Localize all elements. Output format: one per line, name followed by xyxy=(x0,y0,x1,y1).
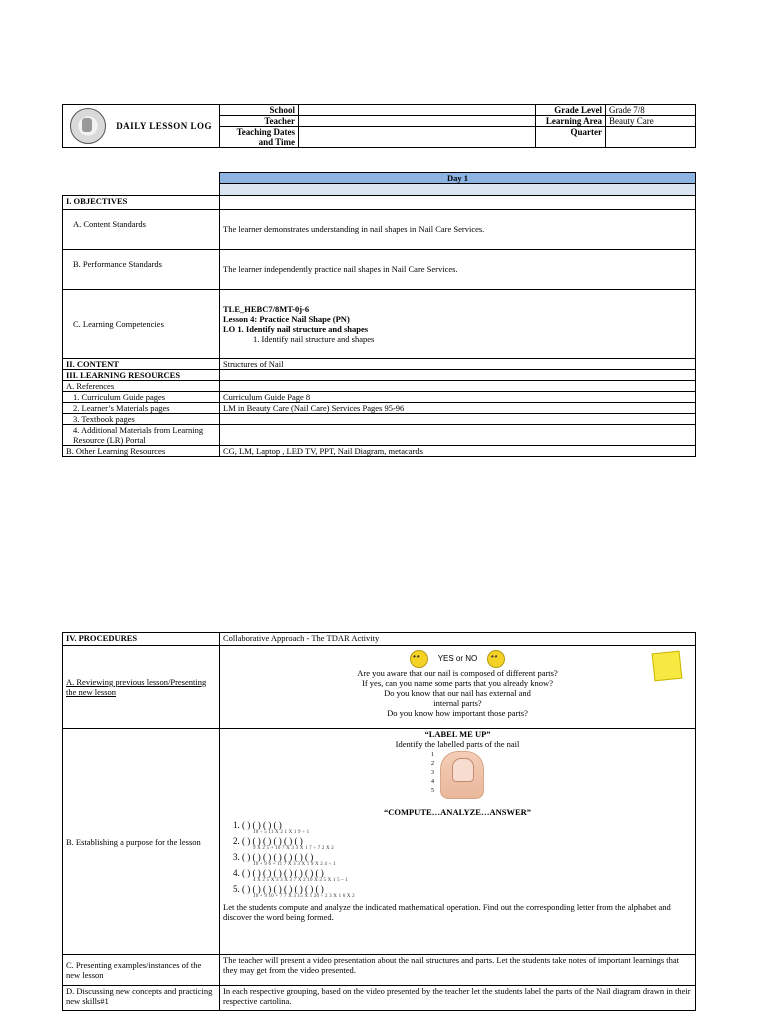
sticky-note-icon xyxy=(652,651,683,682)
references-label: A. References xyxy=(63,380,220,391)
teaching-dates-value xyxy=(299,127,536,148)
textbook-label: 3. Textbook pages xyxy=(63,413,220,424)
discussing-value: In each respective grouping, based on the video presented by the teacher let the students label the parts of the Nail diagram drawn in their respective cartolina. xyxy=(220,986,696,1011)
day-subheader xyxy=(220,184,696,196)
reviewing-value xyxy=(220,646,696,729)
competency-sub: 1. Identify nail structure and shapes xyxy=(253,333,375,344)
compute-row: 4. ( ) ( ) ( ) ( ) ( ) ( ) ( ) ( ) 4 X 2 5 X 3 3 X 3 7 X 2 10 X 2 5 X 1 5 – 1 xyxy=(233,868,349,883)
learning-area-label: Learning Area xyxy=(536,116,606,127)
school-label: School xyxy=(220,105,299,116)
lm-value: LM in Beauty Care (Nail Care) Services Pages 95-96 xyxy=(220,402,696,413)
teaching-dates-label: Teaching Dates and Time xyxy=(220,127,299,148)
header-table xyxy=(62,104,696,148)
thinking-emoji-icon xyxy=(410,650,428,668)
quarter-label: Quarter xyxy=(536,127,606,148)
cg-label: 1. Curriculum Guide pages xyxy=(63,391,220,402)
references-value xyxy=(220,380,696,391)
objectives-value xyxy=(220,195,696,209)
question-4: Do you know how important those parts? xyxy=(387,708,528,718)
approach-value: Collaborative Approach - The TDAR Activity xyxy=(220,633,696,646)
purpose-label: B. Establishing a purpose for the lesson xyxy=(63,729,220,955)
procedures-label: IV. PROCEDURES xyxy=(63,633,220,646)
label-me-up-title: “LABEL ME UP” xyxy=(424,729,491,739)
school-value xyxy=(299,105,536,116)
procedures-table xyxy=(62,632,696,1011)
grade-level-value: Grade 7/8 xyxy=(606,105,696,116)
lm-label: 2. Learner’s Materials pages xyxy=(63,402,220,413)
competency-lo: LO 1. Identify nail structure and shapes xyxy=(223,323,369,334)
discussing-label: D. Discussing new concepts and practicing new skills#1 xyxy=(63,986,220,1011)
question-2: If yes, can you name some parts that you already know? xyxy=(362,678,553,688)
compute-row: 5. ( ) ( ) ( ) ( ) ( ) ( ) ( ) ( ) 10 + 9 10 + 7 7 X 3 15 X 1 20 ÷ 2 3 X 1 6 X 2 xyxy=(233,884,355,899)
grade-level-label: Grade Level xyxy=(536,105,606,116)
daily-lesson-log-title: DAILY LESSON LOG xyxy=(116,121,213,131)
purpose-value xyxy=(220,729,696,955)
compute-instruction: Let the students compute and analyze the indicated mathematical operation. Find out the corresponding letter from the alphabet and discover the word being formed. xyxy=(223,902,671,922)
compute-row: 3. ( ) ( ) ( ) ( ) ( ) ( ) ( ) 10 + 9 6 + 11 7 X 3 3 X 1 9 X 2 4 ÷ 1 xyxy=(233,852,336,867)
presenting-examples-value: The teacher will present a video presentation about the nail structures and parts. Let the students take notes of important learnings that they may get from the video presented. xyxy=(220,955,696,986)
resources-label: III. LEARNING RESOURCES xyxy=(63,369,220,380)
additional-label: 4. Additional Materials from Learning Resource (LR) Portal xyxy=(63,424,220,445)
nail-diagram xyxy=(223,751,692,801)
presenting-examples-label: C. Presenting examples/instances of the new lesson xyxy=(63,955,220,986)
wink-emoji-icon xyxy=(487,650,505,668)
compute-title: “COMPUTE…ANALYZE…ANSWER” xyxy=(383,807,532,817)
question-1: Are you aware that our nail is composed of different parts? xyxy=(357,668,558,678)
question-3: Do you know that our nail has external and internal parts? xyxy=(384,688,531,708)
nail-diagram-icon xyxy=(440,751,484,799)
other-resources-label: B. Other Learning Resources xyxy=(63,445,220,456)
deped-seal-icon xyxy=(70,108,106,144)
diagram-numbers: 1 2 3 4 5 xyxy=(431,752,434,794)
identify-instruction: Identify the labelled parts of the nail xyxy=(395,739,520,749)
objectives-table xyxy=(62,172,696,457)
resources-value xyxy=(220,369,696,380)
competencies-label: C. Learning Competencies xyxy=(63,289,220,358)
header-logo-cell xyxy=(63,105,220,148)
content-value: Structures of Nail xyxy=(220,358,696,369)
competencies-value xyxy=(220,289,696,358)
compute-row: 1. ( ) ( ) ( ) ( ) 10 ÷ 5 11 X 2 1 X 1 9 ÷ 1 xyxy=(233,820,310,835)
additional-value xyxy=(220,424,696,445)
textbook-value xyxy=(220,413,696,424)
quarter-value xyxy=(606,127,696,148)
cg-value: Curriculum Guide Page 8 xyxy=(220,391,696,402)
teacher-label: Teacher xyxy=(220,116,299,127)
performance-standards-label: B. Performance Standards xyxy=(63,249,220,289)
objectives-label: I. OBJECTIVES xyxy=(63,195,220,209)
content-standards-label: A. Content Standards xyxy=(63,209,220,249)
performance-standards-value: The learner independently practice nail shapes in Nail Care Services. xyxy=(220,249,696,289)
other-resources-value: CG, LM, Laptop , LED TV, PPT, Nail Diagram, metacards xyxy=(220,445,696,456)
content-label: II. CONTENT xyxy=(63,358,220,369)
reviewing-label: A. Reviewing previous lesson/Presenting the new lesson xyxy=(63,646,220,729)
yes-no-label: YES or NO xyxy=(437,654,478,663)
teacher-value xyxy=(299,116,536,127)
learning-area-value: Beauty Care xyxy=(606,116,696,127)
competency-lesson: Lesson 4: Practice Nail Shape (PN) xyxy=(223,313,350,324)
competency-code: TLE_HEBC7/8MT-0j-6 xyxy=(223,303,310,314)
compute-row: 2. ( ) ( ) ( ) ( ) ( ) ( ) 9 X 2 5 + 16 7 X 3 3 X 1 7 ÷ 7 2 X 2 xyxy=(233,836,334,851)
day-header: Day 1 xyxy=(220,173,696,184)
content-standards-value: The learner demonstrates understanding in nail shapes in Nail Care Services. xyxy=(220,209,696,249)
